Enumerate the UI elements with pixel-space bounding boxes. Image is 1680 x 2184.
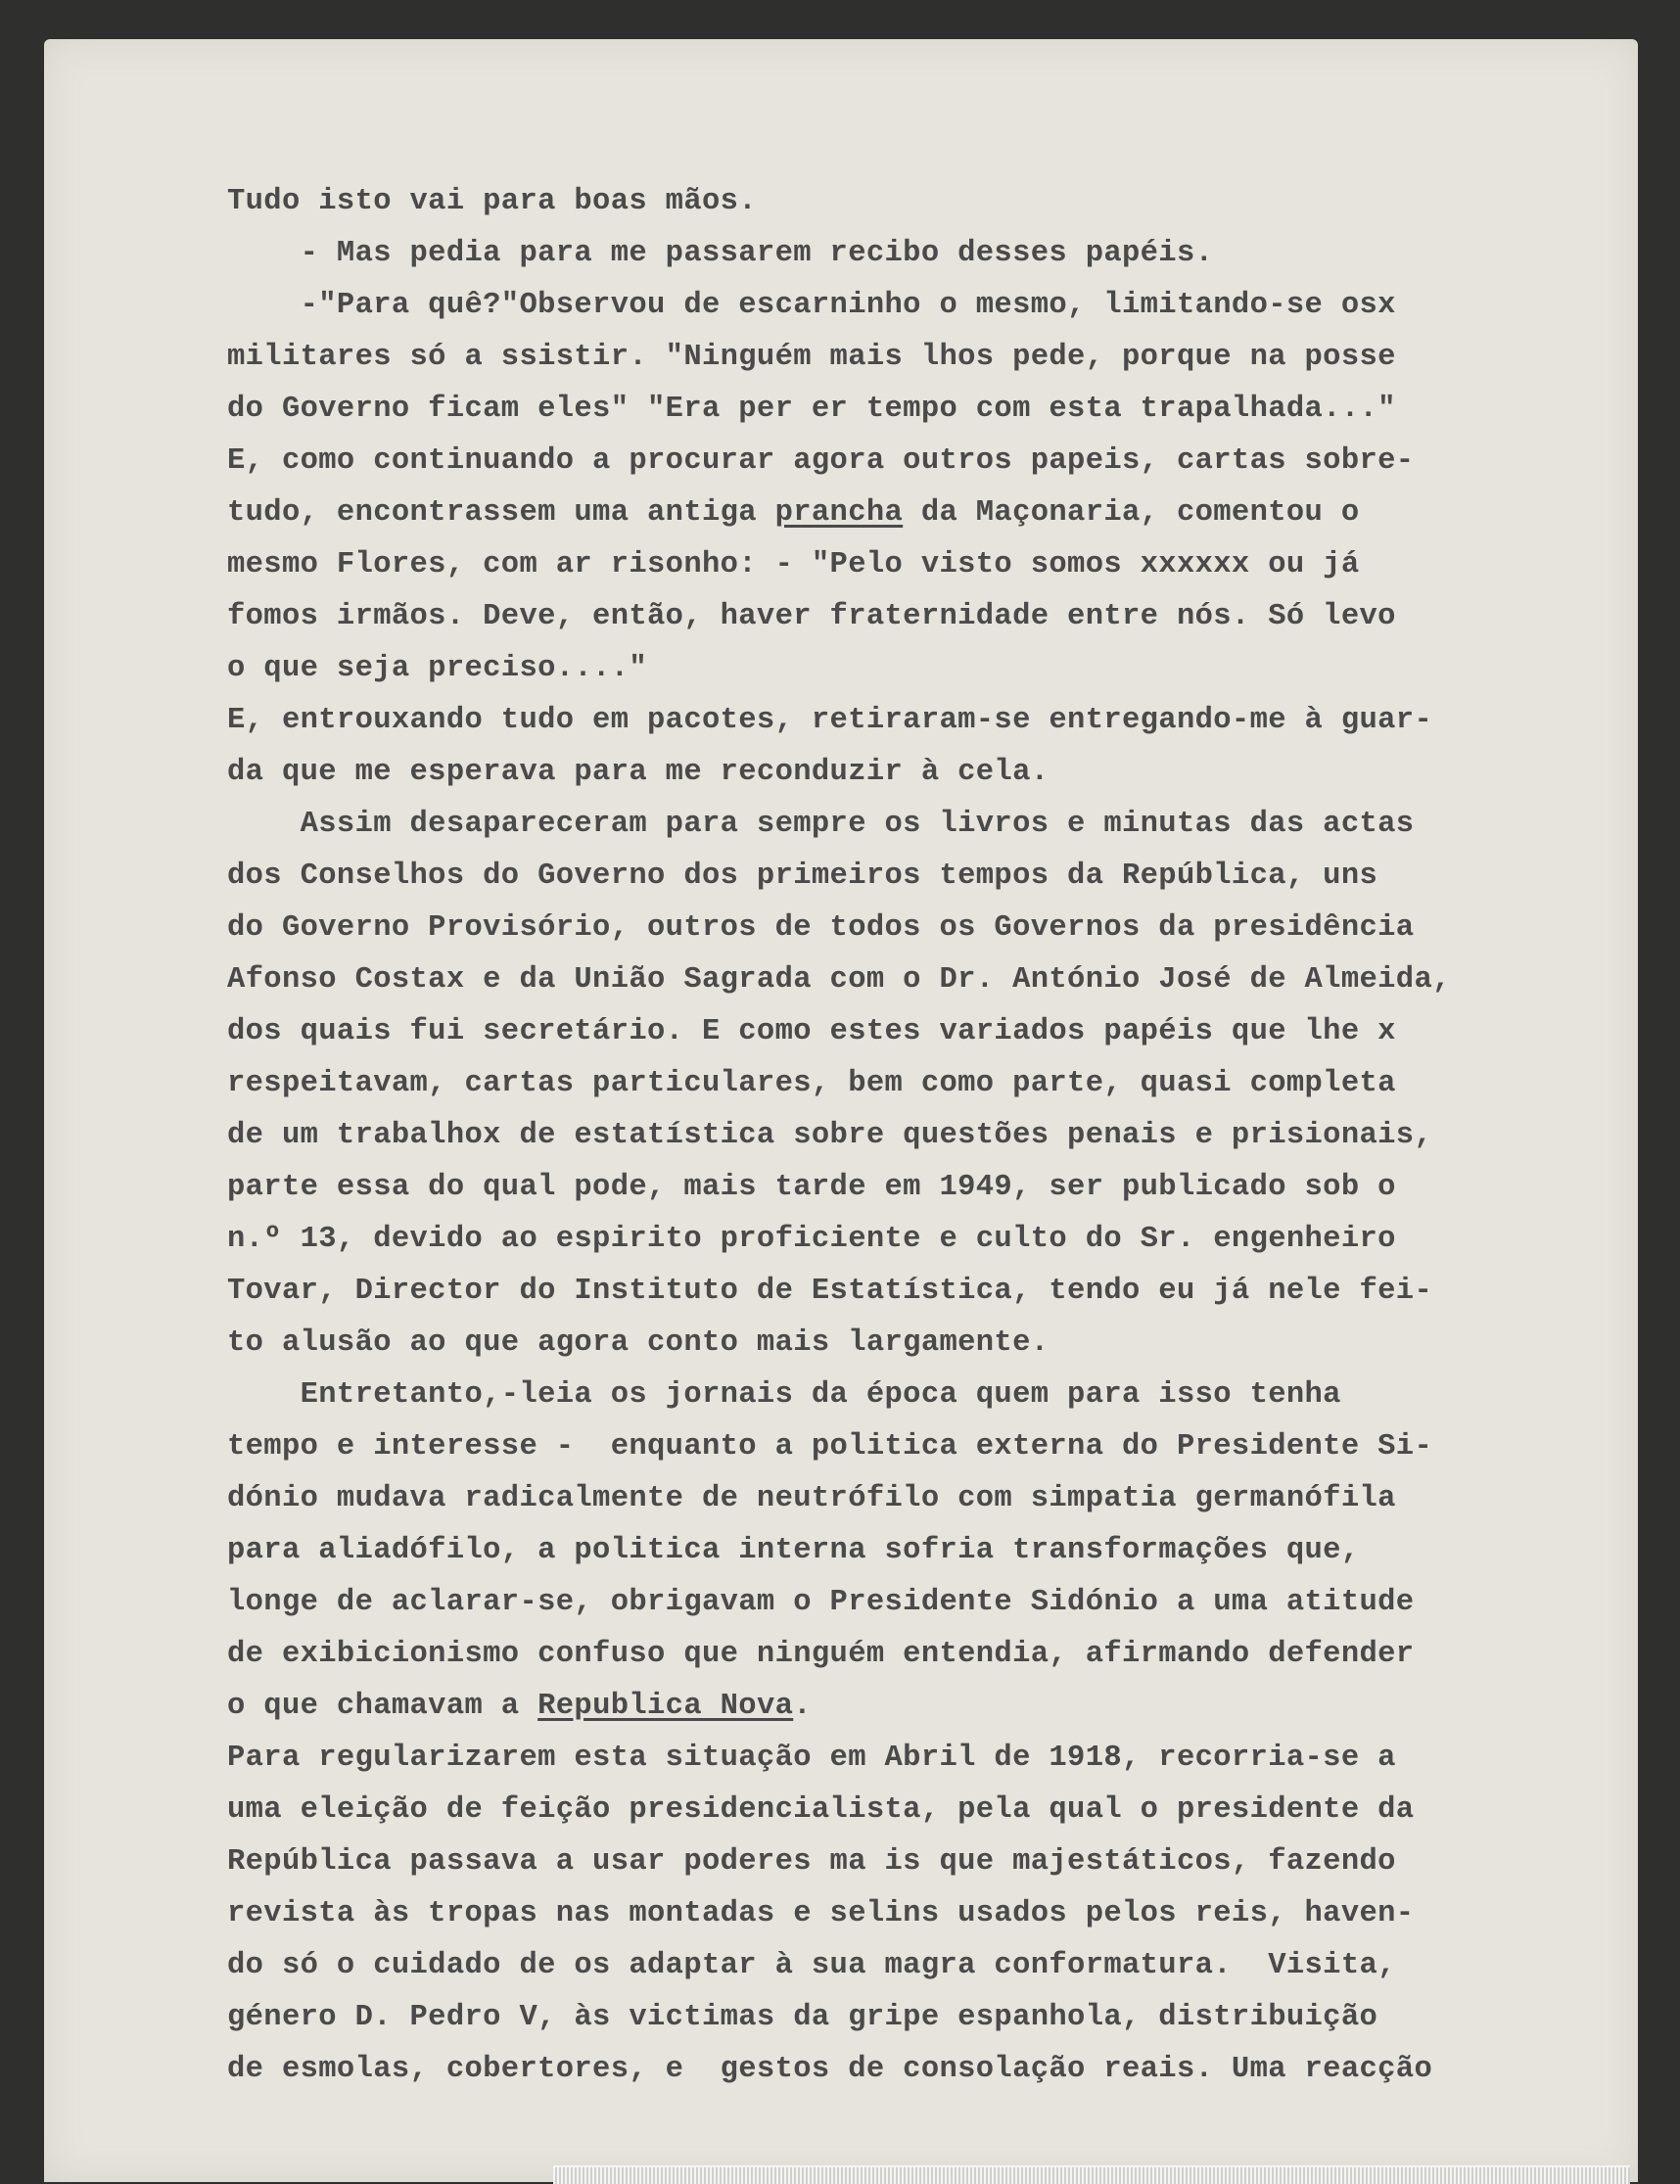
text-line: de exibicionismo confuso que ninguém entendia, afirmando defender bbox=[227, 1638, 1415, 1671]
text-line: uma eleição de feição presidencialista, pela qual o presidente da bbox=[227, 1793, 1415, 1827]
scale-ruler bbox=[553, 2165, 1630, 2184]
text-line: Tudo isto vai para boas mãos. bbox=[227, 185, 757, 218]
text-line: dos Conselhos do Governo dos primeiros tempos da República, uns bbox=[227, 860, 1378, 893]
text-line: o que seja preciso...." bbox=[227, 652, 648, 685]
text-line: da que me esperava para me reconduzir à cela. bbox=[227, 756, 1050, 789]
text-line: do só o cuidado de os adaptar à sua magra conformatura. Visita, bbox=[227, 1949, 1396, 1982]
text-line: Para regularizarem esta situação em Abril de 1918, recorria-se a bbox=[227, 1742, 1396, 1775]
text-line: Tovar, Director do Instituto de Estatística, tendo eu já nele fei- bbox=[227, 1275, 1433, 1308]
text-line: do Governo Provisório, outros de todos os Governos da presidência bbox=[227, 911, 1415, 945]
text-line: tempo e interesse - enquanto a politica externa do Presidente Si- bbox=[227, 1430, 1433, 1464]
text-line: fomos irmãos. Deve, então, haver fraternidade entre nós. Só levo bbox=[227, 600, 1396, 633]
text-line: do Governo ficam eles" "Era per er tempo com esta trapalhada..." bbox=[227, 393, 1396, 426]
text-line: parte essa do qual pode, mais tarde em 1949, ser publicado sob o bbox=[227, 1171, 1396, 1204]
text-line: militares só a ssistir. "Ninguém mais lhos pede, porque na posse bbox=[227, 341, 1396, 374]
text-line: -"Para quê?"Observou de escarninho o mesmo, limitando-se osx bbox=[227, 289, 1396, 322]
text-line: Afonso Costax e da União Sagrada com o Dr. António José de Almeida, bbox=[227, 963, 1451, 997]
text-line: mesmo Flores, com ar risonho: - "Pelo visto somos xxxxxx ou já bbox=[227, 548, 1360, 581]
text-line: dónio mudava radicalmente de neutrófilo com simpatia germanófila bbox=[227, 1482, 1396, 1515]
text-line: - Mas pedia para me passarem recibo desses papéis. bbox=[227, 237, 1214, 270]
text-line: to alusão ao que agora conto mais largamente. bbox=[227, 1326, 1050, 1360]
text-line: de esmolas, cobertores, e gestos de consolação reais. Uma reacção bbox=[227, 2053, 1433, 2086]
text-line: de um trabalhox de estatística sobre questões penais e prisionais, bbox=[227, 1119, 1433, 1152]
underlined-word: Republica Nova bbox=[537, 1690, 794, 1723]
text-line: para aliadófilo, a politica interna sofria transformações que, bbox=[227, 1534, 1360, 1567]
underlined-word: prancha bbox=[774, 496, 904, 530]
text-line: revista às tropas nas montadas e selins usados pelos reis, haven- bbox=[227, 1897, 1415, 1930]
text-line: dos quais fui secretário. E como estes variados papéis que lhe x bbox=[227, 1015, 1396, 1048]
text-line: E, como continuando a procurar agora outros papeis, cartas sobre- bbox=[227, 444, 1415, 478]
text-line: E, entrouxando tudo em pacotes, retiraram-se entregando-me à guar- bbox=[227, 704, 1433, 737]
text-line: longe de aclarar-se, obrigavam o Presidente Sidónio a uma atitude bbox=[227, 1586, 1415, 1619]
text-line-with-underline: o que chamavam a Republica Nova. bbox=[227, 1690, 812, 1723]
text-line-with-underline: tudo, encontrassem uma antiga prancha da Maçonaria, comentou o bbox=[227, 496, 1360, 530]
text-line: Entretanto,-leia os jornais da época quem para isso tenha bbox=[227, 1378, 1341, 1412]
text-line: género D. Pedro V, às victimas da gripe espanhola, distribuição bbox=[227, 2001, 1378, 2034]
page-text bbox=[227, 176, 1578, 2096]
text-line: Assim desapareceram para sempre os livros e minutas das actas bbox=[227, 808, 1415, 841]
text-line: n.º 13, devido ao espirito proficiente e culto do Sr. engenheiro bbox=[227, 1223, 1396, 1256]
text-line: República passava a usar poderes ma is que majestáticos, fazendo bbox=[227, 1845, 1396, 1879]
text-line: respeitavam, cartas particulares, bem como parte, quasi completa bbox=[227, 1067, 1396, 1100]
